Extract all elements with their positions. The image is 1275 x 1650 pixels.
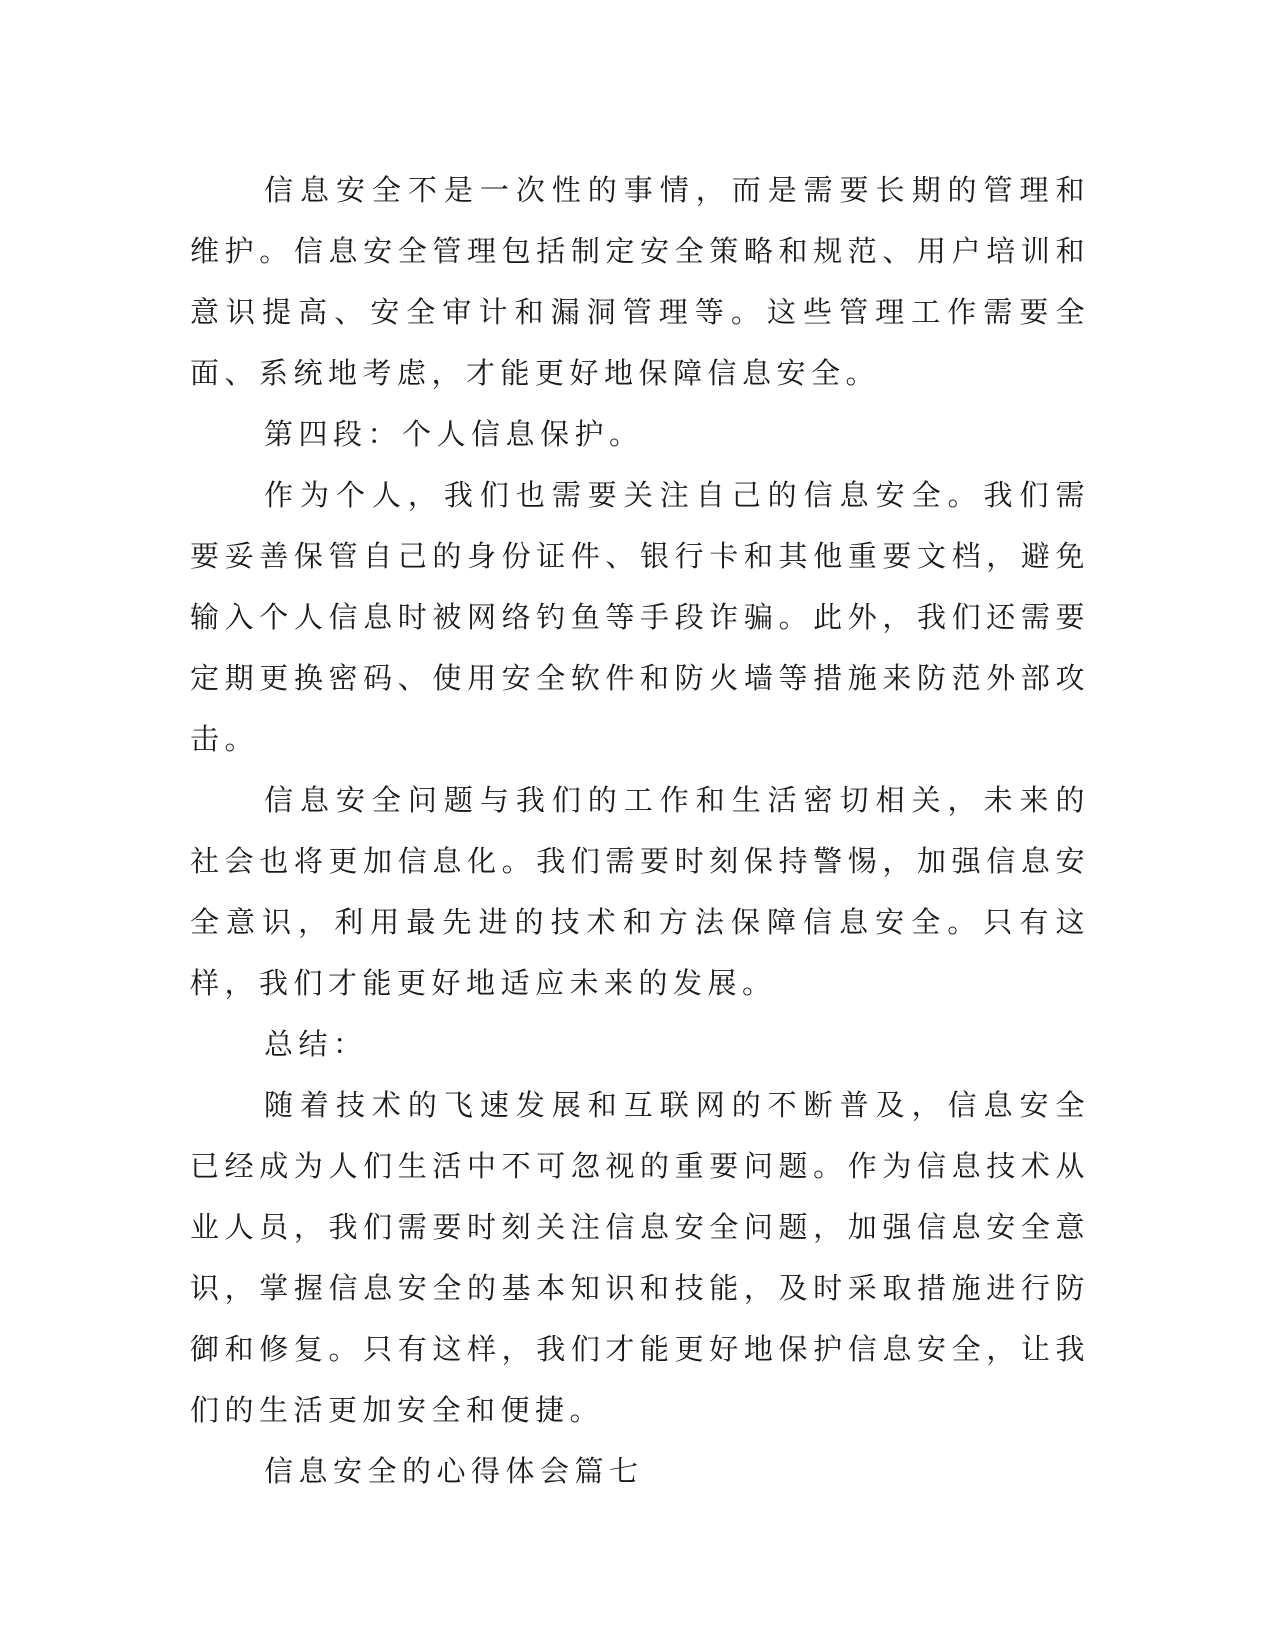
section-heading-personal-protection: 第四段：个人信息保护。 [264, 417, 644, 451]
paragraph-personal-protection: 作为个人，我们也需要关注自己的信息安全。我们需要妥善保管自己的身份证件、银行卡和其他重要文档，避免输入个人信息时被网络钓鱼等手段诈骗。此外，我们还需要定期更换密码、使用安全软件和防火墙等措施来防范外部攻击。 [190, 478, 1090, 756]
section-heading-summary: 总结： [264, 1027, 368, 1061]
paragraph-management: 信息安全不是一次性的事情，而是需要长期的管理和维护。信息安全管理包括制定安全策略和规范、用户培训和意识提高、安全审计和漏洞管理等。这些管理工作需要全面、系统地考虑，才能更好地保障信息安全。 [190, 173, 1090, 390]
paragraph-summary: 随着技术的飞速发展和互联网的不断普及，信息安全已经成为人们生活中不可忽视的重要问题。作为信息技术从业人员，我们需要时刻关注信息安全问题，加强信息安全意识，掌握信息安全的基本知识和技能，及时采取措施进行防御和修复。只有这样，我们才能更好地保护信息安全，让我们的生活更加安全和便捷。 [190, 1088, 1090, 1427]
paragraph-future-outlook: 信息安全问题与我们的工作和生活密切相关，未来的社会也将更加信息化。我们需要时刻保持警惕，加强信息安全意识，利用最先进的技术和方法保障信息安全。只有这样，我们才能更好地适应未来的发展。 [190, 783, 1090, 1000]
document-body [190, 160, 1090, 1502]
chapter-title-part-seven: 信息安全的心得体会篇七 [264, 1454, 644, 1488]
